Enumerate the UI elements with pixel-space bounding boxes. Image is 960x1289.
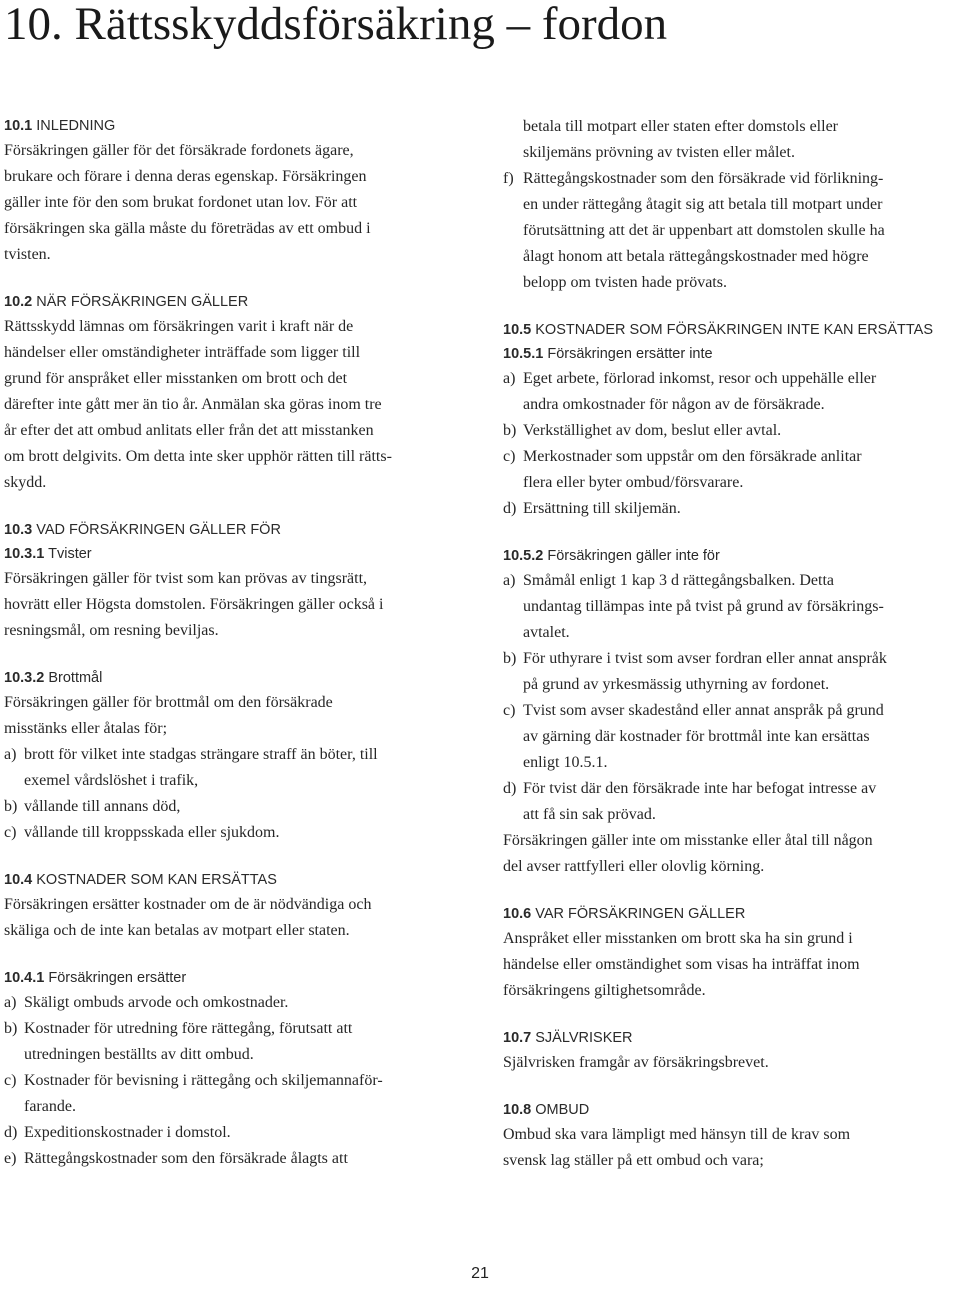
paragraph-line: grund för anspråket eller misstanken om brott och det [4, 370, 348, 387]
section-title: VAR FÖRSÄKRINGEN GÄLLER [535, 906, 746, 922]
section-number: 10.5 [503, 322, 532, 338]
subsection-heading [503, 342, 960, 366]
section-10-5 [503, 318, 960, 522]
list-marker: c) [503, 702, 516, 719]
list-marker: c) [4, 824, 17, 841]
subsection-number: 10.4.1 [4, 970, 45, 986]
list-text: Skäligt ombuds arvode och omkostnader. [24, 994, 289, 1011]
paragraph-line: därefter inte gått mer än tio år. Anmälan ska göras inom tre [4, 396, 382, 413]
list-text: exemel vårdslöshet i trafik, [24, 772, 199, 789]
list-marker: a) [4, 746, 17, 763]
section-heading [4, 518, 474, 542]
list-marker: a) [503, 370, 516, 387]
subsection-title: Försäkringen ersätter inte [547, 346, 713, 362]
list-text: skiljemäns prövning av tvisten eller målet. [523, 144, 795, 161]
list-text: Tvist som avser skadestånd eller annat anspråk på grund [523, 702, 884, 719]
list-item [503, 166, 960, 192]
section-number: 10.7 [503, 1030, 532, 1046]
page-title: 10. Rättsskyddsförsäkring – fordon [4, 0, 668, 50]
section-heading [503, 318, 960, 342]
paragraph-line: om brott delgivits. Om detta inte sker upphör rätten till rätts- [4, 448, 392, 465]
list-item [503, 366, 960, 392]
section-10-3 [4, 518, 474, 644]
section-number: 10.1 [4, 118, 33, 134]
list-item [4, 1146, 474, 1172]
section-title: NÄR FÖRSÄKRINGEN GÄLLER [36, 294, 249, 310]
section-title: KOSTNADER SOM FÖRSÄKRINGEN INTE KAN ERSÄTTAS [535, 322, 933, 338]
list-item [503, 776, 960, 802]
subsection-heading [4, 666, 474, 690]
list-text: Rättegångskostnader som den försäkrade vid förlikning- [523, 170, 884, 187]
list-item [4, 820, 474, 846]
section-heading [503, 902, 960, 926]
list-continuation-block [503, 114, 960, 296]
subsection-heading [4, 966, 474, 990]
paragraph-line: Försäkringen gäller för det försäkrade fordonets ägare, [4, 142, 354, 159]
list-text: Kostnader för bevisning i rättegång och skiljemannaför- [24, 1072, 383, 1089]
list-item [503, 418, 960, 444]
subsection-heading [4, 542, 474, 566]
section-10-7 [503, 1026, 960, 1076]
paragraph-line: svensk lag ställer på ett ombud och vara; [503, 1152, 764, 1169]
list-item-continuation [503, 244, 960, 270]
subsection-number: 10.5.1 [503, 346, 544, 362]
list-marker: e) [4, 1150, 17, 1167]
list-item-continuation [503, 140, 960, 166]
section-heading [4, 868, 474, 892]
paragraph-line: Försäkringen ersätter kostnader om de är nödvändiga och [4, 896, 372, 913]
list-marker: a) [4, 994, 17, 1011]
list-item [4, 1120, 474, 1146]
paragraph-line: skäliga och de inte kan betalas av motpart eller staten. [4, 922, 350, 939]
section-heading [503, 1026, 960, 1050]
subsection-number: 10.5.2 [503, 548, 544, 564]
list-item [4, 1016, 474, 1042]
list-item-continuation [503, 672, 960, 698]
list-text: att få sin sak prövad. [523, 806, 656, 823]
list-text: Eget arbete, förlorad inkomst, resor och uppehälle eller [523, 370, 877, 387]
list-text: För tvist där den försäkrade inte har befogat intresse av [523, 780, 877, 797]
paragraph-line: skydd. [4, 474, 47, 491]
list-marker: b) [503, 422, 517, 439]
list-item [4, 794, 474, 820]
list-item-continuation [503, 114, 960, 140]
section-heading [4, 290, 474, 314]
list-text: Rättegångskostnader som den försäkrade ålagts att [24, 1150, 348, 1167]
list-item [4, 990, 474, 1016]
section-heading [503, 1098, 960, 1122]
paragraph-line: Försäkringen gäller för brottmål om den försäkrade [4, 694, 333, 711]
section-10-5-2 [503, 544, 960, 880]
list-item-continuation [4, 768, 474, 794]
paragraph-line: Anspråket eller misstanken om brott ska ha sin grund i [503, 930, 853, 947]
list-text: förutsättning att det är uppenbart att domstolen skulle ha [523, 222, 885, 239]
list-item-continuation [503, 620, 960, 646]
section-number: 10.4 [4, 872, 33, 888]
list-item-continuation [503, 802, 960, 828]
paragraph-line: resningsmål, om resning beviljas. [4, 622, 219, 639]
list-item-continuation [4, 1094, 474, 1120]
paragraph-line: händelse eller omständighet som visas ha inträffat inom [503, 956, 860, 973]
list-text: betala till motpart eller staten efter domstols eller [523, 118, 838, 135]
list-item-continuation [503, 594, 960, 620]
paragraph-line: försäkringen ska gälla måste du företrädas av ett ombud i [4, 220, 371, 237]
paragraph-line: år efter det att ombud anlitats eller från det att misstanken [4, 422, 374, 439]
paragraph-line: hovrätt eller Högsta domstolen. Försäkringen gäller också i [4, 596, 384, 613]
list-item-continuation [503, 750, 960, 776]
paragraph-line: Försäkringen gäller för tvist som kan prövas av tingsrätt, [4, 570, 368, 587]
list-item-continuation [503, 270, 960, 296]
list-text: Småmål enligt 1 kap 3 d rättegångsbalken. Detta [523, 572, 835, 589]
list-marker: b) [4, 798, 18, 815]
list-text: Verkställighet av dom, beslut eller avtal. [523, 422, 782, 439]
list-marker: a) [503, 572, 516, 589]
list-text: på grund av yrkesmässig uthyrning av fordonet. [523, 676, 830, 693]
list-item-continuation [503, 218, 960, 244]
section-10-8 [503, 1098, 960, 1174]
paragraph-line: brukare och förare i denna deras egenskap. Försäkringen [4, 168, 367, 185]
list-text: Ersättning till skiljemän. [523, 500, 681, 517]
section-number: 10.6 [503, 906, 532, 922]
subsection-heading [503, 544, 960, 568]
list-text: Kostnader för utredning före rättegång, förutsatt att [24, 1020, 353, 1037]
list-text: andra omkostnader för någon av de försäkrade. [523, 396, 825, 413]
subsection-title: Försäkringen ersätter [48, 970, 187, 986]
list-marker: d) [503, 780, 517, 797]
list-text: farande. [24, 1098, 76, 1115]
subsection-number: 10.3.2 [4, 670, 45, 686]
section-title: SJÄLVRISKER [535, 1030, 633, 1046]
list-text: Expeditionskostnader i domstol. [24, 1124, 231, 1141]
list-text: brott för vilket inte stadgas strängare straff än böter, till [24, 746, 378, 763]
paragraph-line: gäller inte för den som brukat fordonet utan lov. För att [4, 194, 358, 211]
list-item [503, 698, 960, 724]
section-number: 10.2 [4, 294, 33, 310]
list-marker: d) [4, 1124, 18, 1141]
list-marker: c) [4, 1072, 17, 1089]
list-item-continuation [503, 392, 960, 418]
list-text: undantag tillämpas inte på tvist på grund av försäkrings- [523, 598, 884, 615]
list-text: av gärning där kostnader för brottmål inte kan ersättas [523, 728, 870, 745]
right-column [503, 114, 960, 1196]
list-text: en under rättegång åtagit sig att betala till motpart under [523, 196, 883, 213]
section-title: INLEDNING [36, 118, 116, 134]
subsection-title: Brottmål [48, 670, 103, 686]
section-title: VAD FÖRSÄKRINGEN GÄLLER FÖR [36, 522, 281, 538]
section-number: 10.8 [503, 1102, 532, 1118]
paragraph-line: Försäkringen gäller inte om misstanke eller åtal till någon [503, 832, 873, 849]
section-10-2 [4, 290, 474, 496]
list-text: avtalet. [523, 624, 570, 641]
list-item-continuation [503, 724, 960, 750]
paragraph-line: misstänks eller åtalas för; [4, 720, 168, 737]
list-marker: b) [503, 650, 517, 667]
section-10-4 [4, 868, 474, 944]
subsection-title: Tvister [48, 546, 92, 562]
section-title: KOSTNADER SOM KAN ERSÄTTAS [36, 872, 277, 888]
list-item [503, 444, 960, 470]
list-item [503, 568, 960, 594]
paragraph-line: del avser rattfylleri eller olovlig körning. [503, 858, 765, 875]
list-item-continuation [4, 1042, 474, 1068]
list-marker: c) [503, 448, 516, 465]
section-10-6 [503, 902, 960, 1004]
section-number: 10.3 [4, 522, 33, 538]
section-10-4-1 [4, 966, 474, 1172]
list-text: belopp om tvisten hade prövats. [523, 274, 727, 291]
list-marker: d) [503, 500, 517, 517]
list-text: vållande till annans död, [24, 798, 181, 815]
list-text: flera eller byter ombud/försvarare. [523, 474, 744, 491]
list-text: Merkostnader som uppstår om den försäkrade anlitar [523, 448, 862, 465]
list-text: enligt 10.5.1. [523, 754, 608, 771]
paragraph-line: försäkringens giltighetsområde. [503, 982, 706, 999]
list-text: För uthyrare i tvist som avser fordran eller annat anspråk [523, 650, 887, 667]
list-marker: b) [4, 1020, 18, 1037]
list-item-continuation [503, 470, 960, 496]
page-number: 21 [471, 1265, 489, 1282]
paragraph-line: Ombud ska vara lämpligt med hänsyn till de krav som [503, 1126, 851, 1143]
list-item [4, 742, 474, 768]
list-item-continuation [503, 192, 960, 218]
paragraph-line: Självrisken framgår av försäkringsbrevet. [503, 1054, 769, 1071]
left-column [4, 114, 474, 1194]
list-text: ålagt honom att betala rättegångskostnader med högre [523, 248, 869, 265]
list-text: vållande till kroppsskada eller sjukdom. [24, 824, 280, 841]
list-item [503, 496, 960, 522]
paragraph-line: tvisten. [4, 246, 51, 263]
section-10-1 [4, 114, 474, 268]
section-heading [4, 114, 474, 138]
paragraph-line: händelser eller omständigheter inträffade som ligger till [4, 344, 361, 361]
list-marker: f) [503, 170, 514, 187]
section-title: OMBUD [535, 1102, 590, 1118]
list-item [503, 646, 960, 672]
section-10-3-2 [4, 666, 474, 846]
subsection-number: 10.3.1 [4, 546, 45, 562]
paragraph-line: Rättsskydd lämnas om försäkringen varit i kraft när de [4, 318, 354, 335]
subsection-title: Försäkringen gäller inte för [547, 548, 720, 564]
list-text: utredningen beställts av ditt ombud. [24, 1046, 254, 1063]
list-item [4, 1068, 474, 1094]
